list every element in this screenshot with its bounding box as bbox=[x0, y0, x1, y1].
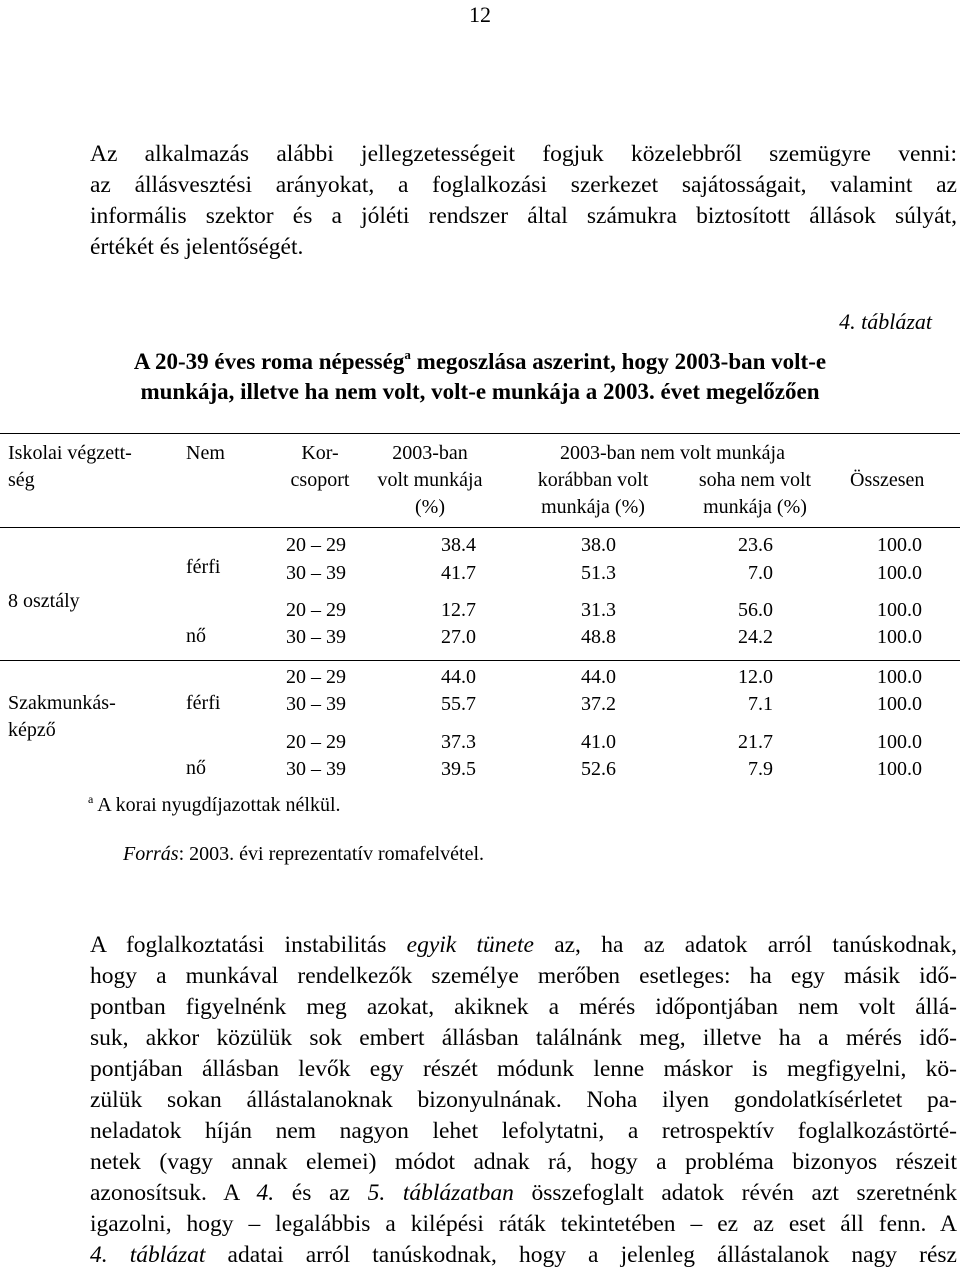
body-line: igazolni, hogy – legalábbis a kilépési ráták tekintetében – ez az eset áll fenn. A bbox=[90, 1211, 957, 1237]
never-cell: 24.2 bbox=[738, 626, 773, 648]
body-line: zülük sokan állástalanoknak bizonyulnának. Noha ilyen gondolatkísérletet pa- bbox=[90, 1087, 957, 1113]
had-before-cell: 31.3 bbox=[581, 599, 616, 621]
age-cell: 30 – 39 bbox=[286, 693, 346, 715]
total-cell: 100.0 bbox=[877, 599, 922, 621]
body-line: A foglalkoztatási instabilitás egyik tünete az, ha az adatok arról tanúskodnak, bbox=[90, 932, 957, 958]
total-cell: 100.0 bbox=[877, 758, 922, 780]
never-cell: 23.6 bbox=[738, 534, 773, 556]
intro-line: az állásvesztési arányokat, a foglalkozási szerkezet sajátosságait, valamint az bbox=[90, 172, 957, 198]
body-line: neladatok híján nem nagyon lehet lefolytatni, a retrospektív foglalkozástörté- bbox=[90, 1118, 957, 1144]
body-line: azonosítsuk. A 4. és az 5. táblázatban összefoglalt adatok révén azt szeretnénk bbox=[90, 1180, 958, 1206]
total-cell: 100.0 bbox=[877, 731, 922, 753]
had-work-cell: 38.4 bbox=[441, 534, 476, 556]
had-before-cell: 51.3 bbox=[581, 562, 616, 584]
total-cell: 100.0 bbox=[877, 666, 922, 688]
table-top-rule bbox=[0, 433, 960, 434]
header-total: Összesen bbox=[850, 469, 925, 491]
had-before-cell: 41.0 bbox=[581, 731, 616, 753]
age-cell: 20 – 29 bbox=[286, 599, 346, 621]
intro-line: informális szektor és a jóléti rendszer által számukra biztosított állások súlyát, bbox=[90, 203, 957, 229]
age-cell: 20 – 29 bbox=[286, 731, 346, 753]
sex-label: nő bbox=[186, 757, 206, 779]
had-before-cell: 52.6 bbox=[581, 758, 616, 780]
had-work-cell: 39.5 bbox=[441, 758, 476, 780]
had-work-cell: 41.7 bbox=[441, 562, 476, 584]
header-never-worked: soha nem volt munkája (%) bbox=[698, 469, 812, 518]
never-cell: 7.0 bbox=[748, 562, 773, 584]
header-age-group: Kor- csoport bbox=[290, 442, 350, 491]
education-label: 8 osztály bbox=[8, 590, 80, 612]
had-work-cell: 27.0 bbox=[441, 626, 476, 648]
had-work-cell: 55.7 bbox=[441, 693, 476, 715]
header-had-work-2003: 2003-ban volt munkája (%) bbox=[377, 442, 483, 518]
table-title-line-1: A 20-39 éves roma népesség$^a$ megoszlása aszerint, hogy 2003-ban volt-e bbox=[133, 347, 827, 374]
age-cell: 30 – 39 bbox=[286, 626, 346, 648]
total-cell: 100.0 bbox=[877, 534, 922, 556]
never-cell: 56.0 bbox=[738, 599, 773, 621]
body-line: pontban figyelnénk meg azokat, akiknek a mérés időpontjában nem volt állá- bbox=[90, 994, 957, 1020]
had-before-cell: 48.8 bbox=[581, 626, 616, 648]
had-before-cell: 37.2 bbox=[581, 693, 616, 715]
header-had-work-before: korábban volt munkája (%) bbox=[537, 469, 649, 518]
header-education: Iskolai végzett- ség bbox=[8, 442, 132, 491]
sex-label: nő bbox=[186, 625, 206, 647]
table-title bbox=[0, 340, 960, 407]
intro-paragraph bbox=[90, 139, 957, 263]
never-cell: 21.7 bbox=[738, 731, 773, 753]
sex-label: férfi bbox=[186, 556, 221, 578]
sex-label: férfi bbox=[186, 692, 221, 714]
intro-line: értékét és jelentőségét. bbox=[90, 234, 304, 260]
had-before-cell: 38.0 bbox=[581, 534, 616, 556]
body-line: suk, akkor közülük sok embert állásban találnánk meg, illetve ha a mérés idő- bbox=[90, 1025, 957, 1051]
body-line: 4. táblázat adatai arról tanúskodnak, hogy a jelenleg állástalanok nagy rész bbox=[90, 1242, 957, 1268]
table-header-rule bbox=[0, 527, 960, 528]
had-work-cell: 44.0 bbox=[441, 666, 476, 688]
table-source: Forrás: 2003. évi reprezentatív romafelvétel. bbox=[123, 843, 484, 865]
total-cell: 100.0 bbox=[877, 626, 922, 648]
body-paragraph bbox=[90, 930, 957, 1271]
table-title-line-2: munkája, illetve ha nem volt, volt-e munkája a 2003. évet megelőzően bbox=[140, 379, 820, 404]
age-cell: 20 – 29 bbox=[286, 666, 346, 688]
total-cell: 100.0 bbox=[877, 693, 922, 715]
never-cell: 7.9 bbox=[748, 758, 773, 780]
intro-line: Az alkalmazás alábbi jellegzetességeit fogjuk közelebbről szemügyre venni: bbox=[90, 141, 957, 167]
age-cell: 30 – 39 bbox=[286, 758, 346, 780]
page-number: 12 bbox=[469, 2, 491, 27]
total-cell: 100.0 bbox=[877, 562, 922, 584]
body-line: hogy a munkával rendelkezők személye merőben esetleges: ha egy másik idő- bbox=[90, 963, 957, 989]
education-label: Szakmunkás- képző bbox=[8, 692, 116, 741]
had-before-cell: 44.0 bbox=[581, 666, 616, 688]
body-line: netek (vagy annak elemei) módot adnak rá, hogy a probléma bizonyos részeit bbox=[90, 1149, 957, 1175]
table-label: 4. táblázat bbox=[839, 309, 932, 334]
age-cell: 30 – 39 bbox=[286, 562, 346, 584]
never-cell: 7.1 bbox=[748, 693, 773, 715]
had-work-cell: 37.3 bbox=[441, 731, 476, 753]
never-cell: 12.0 bbox=[738, 666, 773, 688]
header-sex: Nem bbox=[186, 442, 225, 464]
age-cell: 20 – 29 bbox=[286, 534, 346, 556]
table-footnote: $^a$ A korai nyugdíjazottak nélkül. bbox=[88, 792, 341, 816]
had-work-cell: 12.7 bbox=[441, 599, 476, 621]
header-no-work-2003: 2003-ban nem volt munkája bbox=[560, 442, 785, 464]
table-group-rule bbox=[0, 660, 960, 661]
body-line: pontjában állásban levők egy részét módunk lenne máskor is megfigyelni, kö- bbox=[90, 1056, 957, 1082]
